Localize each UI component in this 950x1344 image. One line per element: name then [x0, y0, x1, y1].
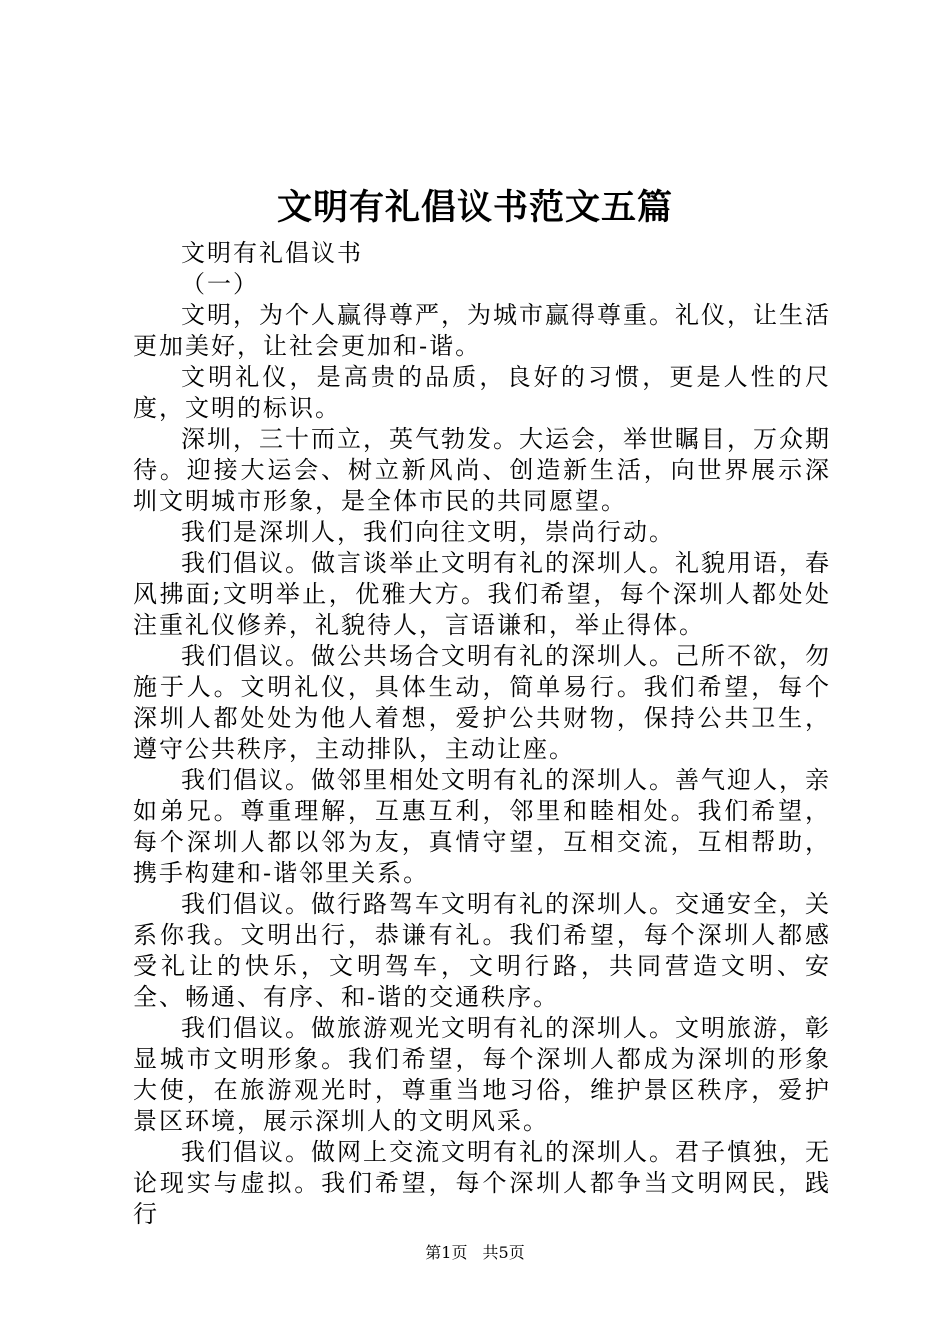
- page-footer: [0, 1243, 950, 1263]
- paragraph: 我们倡议。做言谈举止文明有礼的深圳人。礼貌用语，春风拂面;文明举止，优雅大方。我们希望，每个深圳人都处处注重礼仪修养，礼貌待人，言语谦和，举止得体。: [133, 549, 831, 639]
- document-title: 文明有礼倡议书范文五篇: [276, 187, 673, 228]
- paragraph: 我们倡议。做公共场合文明有礼的深圳人。己所不欲，勿施于人。文明礼仪，具体生动，简单易行。我们希望，每个深圳人都处处为他人着想，爱护公共财物，保持公共卫生，遵守公共秩序，主动排队，主动让座。: [133, 642, 831, 763]
- section-heading: 文明有礼倡议书: [181, 239, 363, 267]
- document-body: [133, 238, 831, 1230]
- page-total: 共5页: [482, 1243, 525, 1262]
- page-number: 第1页: [425, 1243, 468, 1262]
- paragraph: 文明，为个人赢得尊严，为城市赢得尊重。礼仪，让生活更加美好，让社会更加和-谐。: [133, 301, 831, 360]
- paragraph: 文明礼仪，是高贵的品质，良好的习惯，更是人性的尺度，文明的标识。: [133, 363, 831, 422]
- paragraph: 我们倡议。做网上交流文明有礼的深圳人。君子慎独，无论现实与虚拟。我们希望，每个深圳人都争当文明网民，践行: [133, 1138, 831, 1228]
- paragraph: 我们倡议。做行路驾车文明有礼的深圳人。交通安全，关系你我。文明出行，恭谦有礼。我们希望，每个深圳人都感受礼让的快乐，文明驾车，文明行路，共同营造文明、安全、畅通、有序、和-谐的交通秩序。: [133, 890, 831, 1011]
- paragraph: 我们倡议。做旅游观光文明有礼的深圳人。文明旅游，彰显城市文明形象。我们希望，每个深圳人都成为深圳的形象大使，在旅游观光时，尊重当地习俗，维护景区秩序，爱护景区环境，展示深圳人的文明风采。: [133, 1014, 831, 1135]
- paragraph: 深圳，三十而立，英气勃发。大运会，举世瞩目，万众期待。迎接大运会、树立新风尚、创造新生活，向世界展示深圳文明城市形象，是全体市民的共同愿望。: [133, 425, 831, 515]
- paragraph: 我们是深圳人，我们向往文明，崇尚行动。: [181, 518, 675, 546]
- section-number: （一）: [181, 270, 259, 298]
- paragraph: 我们倡议。做邻里相处文明有礼的深圳人。善气迎人，亲如弟兄。尊重理解，互惠互利，邻里和睦相处。我们希望，每个深圳人都以邻为友，真情守望，互相交流，互相帮助，携手构建和-谐邻里关系。: [133, 766, 831, 887]
